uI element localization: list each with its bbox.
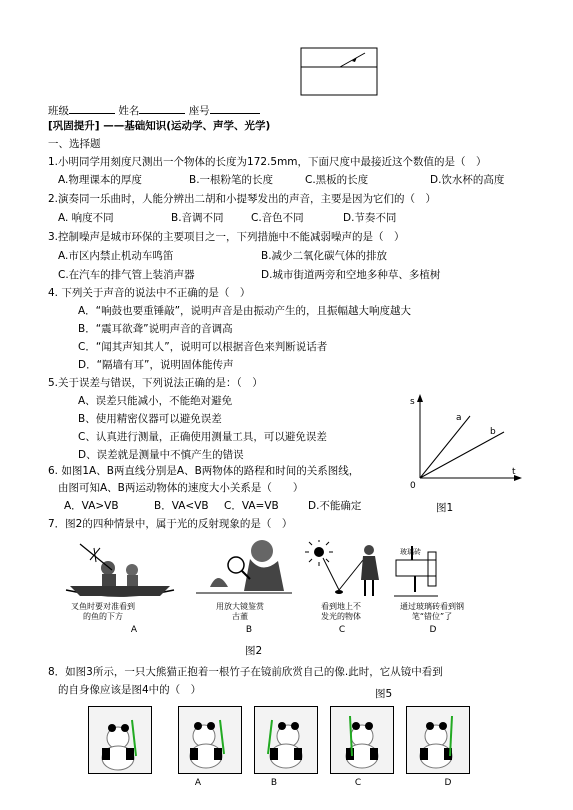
fig1-line-b: b: [490, 427, 496, 437]
seat-blank[interactable]: [210, 102, 260, 114]
q4-option-b: B．“震耳欲聋”说明声音的音调高: [78, 323, 233, 335]
panda-letter-a: A: [194, 778, 202, 788]
panda-option-b-image: [254, 706, 318, 774]
student-info-line: [48, 102, 260, 118]
q2-option-a: A. 响度不同: [58, 212, 114, 224]
fig1-origin: 0: [410, 481, 416, 490]
q2-option-d: D.节奏不同: [343, 212, 397, 224]
section-title: [巩固提升] ——基础知识(运动学、声学、光学): [48, 120, 271, 132]
fig5-caption: 图5: [375, 688, 393, 700]
fig2-glass-label: 玻璃砖: [400, 548, 421, 556]
question-2: 2.演奏同一乐曲时，人能分辨出二胡和小提琴发出的声音，主要是因为它们的（ ）: [48, 193, 437, 205]
question-4: 4. 下列关于声音的说法中不正确的是（ ）: [48, 287, 251, 299]
seat-label: 座号: [188, 105, 210, 117]
question-6-line2: 由图可知A、B两运动物体的速度大小关系是（ ）: [58, 482, 304, 494]
question-8-line2: 的自身像应该是图4中的（ ）: [58, 684, 202, 696]
fig2-panel-d-letter: D: [429, 625, 437, 635]
q5-option-d: D、误差就是测量中不慎产生的错误: [78, 449, 244, 461]
q3-option-c: C.在汽车的排气管上装消声器: [58, 269, 195, 281]
name-blank[interactable]: [139, 102, 185, 114]
fig2-panel-c-letter: C: [338, 625, 346, 635]
part-title: 一、选择题: [48, 138, 101, 150]
fig2-panel-c-text: 看到地上不发光的物体: [321, 602, 361, 621]
q6-option-a: A．VA>VB: [64, 500, 119, 512]
fig2-panel-a-text: 叉鱼时要对准看到的鱼的下方: [71, 602, 135, 621]
q3-option-d: D.城市街道两旁和空地多种草、多植树: [261, 269, 441, 281]
q1-option-a: A.物理课本的厚度: [58, 174, 142, 186]
fig2-panel-b-text: 用放大镜鉴赏古董: [216, 602, 264, 621]
q4-option-c: C．“闻其声知其人”，说明可以根据音色来判断说话者: [78, 341, 328, 353]
q6-option-c: C．VA=VB: [224, 500, 279, 512]
question-5: 5.关于误差与错误，下列说法正确的是：（ ）: [48, 377, 263, 389]
panda-option-c-image: [330, 706, 394, 774]
q4-option-a: A．“响鼓也要重锤敲”，说明声音是由振动产生的，且振幅越大响度越大: [78, 305, 412, 317]
q5-option-a: A、误差只能减小，不能绝对避免: [78, 395, 233, 407]
class-label: 班级: [48, 105, 69, 117]
fig1-axis-t: t: [512, 467, 516, 477]
fig2-caption: 图2: [245, 645, 263, 657]
question-8: 8．如图3所示，一只大熊猫正抱着一根竹子在镜前欣赏自己的像.此时，它从镜中看到: [48, 666, 443, 678]
q2-option-b: B.音调不同: [171, 212, 224, 224]
question-6: 6. 如图1A、B两直线分别是A、B两物体的路程和时间的关系图线，: [48, 465, 360, 477]
question-1: 1.小明同学用刻度尺测出一个物体的长度为172.5mm，下面尺度中最接近这个数值的是（ ）: [48, 156, 487, 168]
top-mirror-figure: [300, 47, 378, 97]
panda-option-a-image: [178, 706, 242, 774]
question-3: 3.控制噪声是城市环保的主要项目之一，下列措施中不能减弱噪声的是（ ）: [48, 231, 405, 243]
q4-option-d: D．“隔墙有耳”，说明固体能传声: [78, 359, 234, 371]
q1-option-c: C.黑板的长度: [305, 174, 369, 186]
panda-letter-c: C: [354, 778, 362, 788]
question-7: 7．图2的四种情景中，属于光的反射现象的是（ ）: [48, 518, 293, 530]
q5-option-b: B、使用精密仪器可以避免误差: [78, 413, 222, 425]
fig2-panel-a-letter: A: [130, 625, 138, 635]
fig2-panel-b-letter: B: [245, 625, 253, 635]
q6-option-d: D.不能确定: [308, 500, 362, 512]
q3-option-b: B.减少二氧化碳气体的排放: [261, 250, 388, 262]
q1-option-b: B.一根粉笔的长度: [189, 174, 274, 186]
fig1-caption: 图1: [436, 502, 454, 514]
fig2-panel-c-image: [305, 540, 385, 602]
panda-option-d-image: [406, 706, 470, 774]
fig1-axis-s: s: [410, 397, 415, 407]
class-blank[interactable]: [69, 102, 115, 114]
q5-option-c: C、认真进行测量，正确使用测量工具，可以避免误差: [78, 431, 327, 443]
fig2-panel-a-image: [60, 540, 180, 602]
panda-letter-b: B: [270, 778, 278, 788]
fig1-line-a: a: [456, 413, 462, 423]
name-label: 姓名: [118, 105, 140, 117]
q6-option-b: B．VA<VB: [154, 500, 209, 512]
q3-option-a: A.市区内禁止机动车鸣笛: [58, 250, 174, 262]
q2-option-c: C.音色不同: [251, 212, 304, 224]
fig2-panel-d-text: 通过玻璃砖看到钢笔“错位”了: [400, 602, 464, 621]
figure-1-graph: [404, 390, 524, 490]
panda-letter-d: D: [444, 778, 452, 788]
q1-option-d: D.饮水杯的高度: [430, 174, 505, 186]
panda-mirror-figure: [88, 706, 152, 774]
fig2-panel-b-image: [192, 535, 302, 600]
